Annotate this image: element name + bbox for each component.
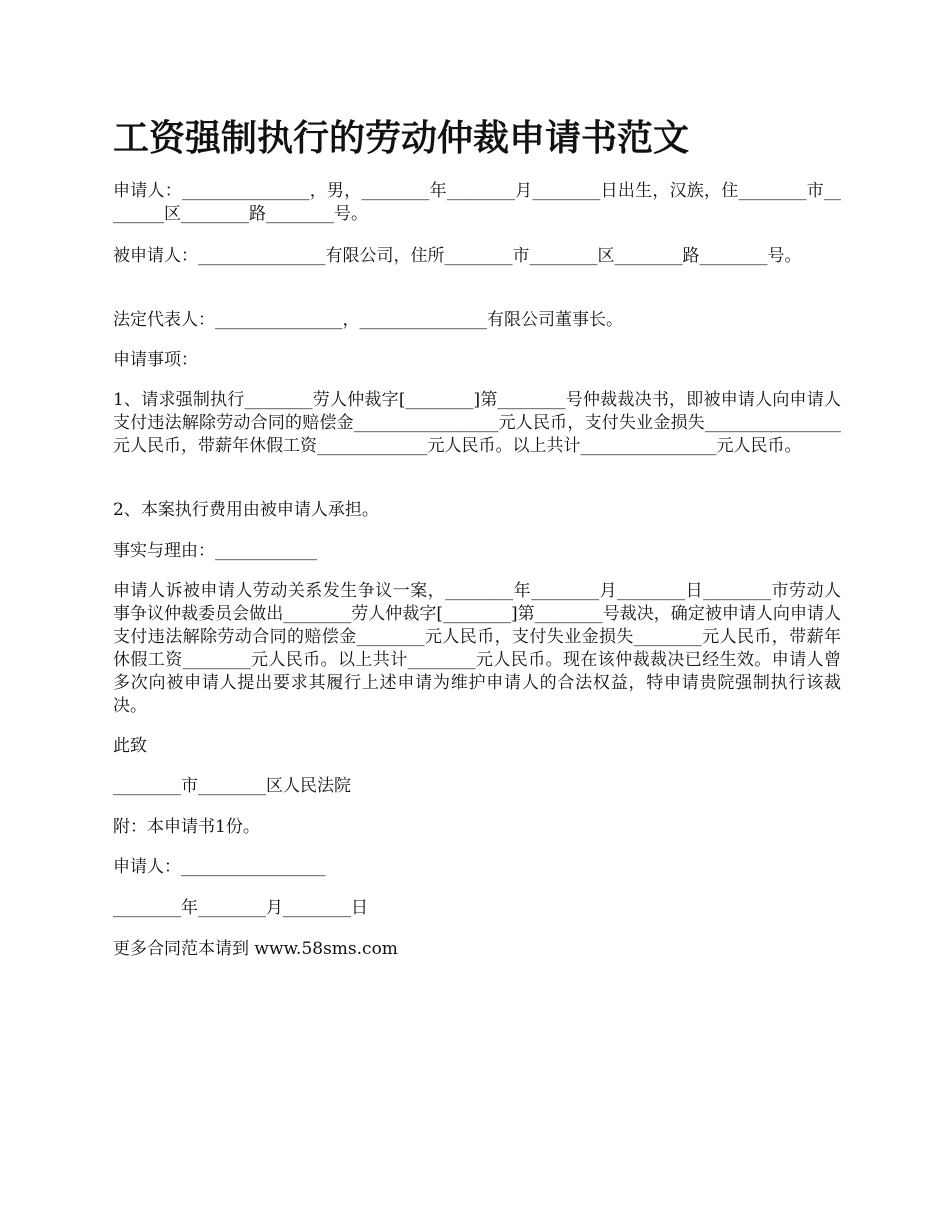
attachment-note: 附：本申请书1份。 <box>113 817 260 837</box>
facts-and-reasons-heading: 事实与理由：____________ <box>113 541 317 561</box>
application-item-2: 2、本案执行费用由被申请人承担。 <box>113 500 379 520</box>
applicant-paragraph: 申请人：_______________，男，________年________月________日出生，汉族，住________市________区________路________号。 <box>113 181 841 224</box>
more-templates-footer: 更多合同范本请到 www.58sms.com <box>113 939 398 959</box>
applicant-signature-line: 申请人：_________________ <box>113 857 326 877</box>
application-items-heading: 申请事项： <box>113 350 198 370</box>
signature-date-line: ________年________月________日 <box>113 898 368 918</box>
respondent-paragraph: 被申请人：_______________有限公司，住所________市________区________路________号。 <box>113 246 802 266</box>
document-title: 工资强制执行的劳动仲裁申请书范文 <box>113 117 690 159</box>
salutation: 此致 <box>113 736 147 756</box>
facts-and-reasons-body: 申请人诉被申请人劳动关系发生争议一案，________年________月________日________市劳动人事争议仲裁委员会做出________劳人仲裁字[________]第________号裁决，确定被申请人向申请人支付违法解除劳动合同的赔偿金________元人民币，支付失业金损失________元人民币，带薪年休假工资________元人民币。以上共计________元人民币。现在该仲裁裁决已经生效。申请人曾多次向被申请人提出要求其履行上述申请为维护申请人的合法权益，特申请贵院强制执行该裁决。 <box>113 581 841 716</box>
application-item-1: 1、请求强制执行________劳人仲裁字[________]第________号仲裁裁决书，即被申请人向申请人支付违法解除劳动合同的赔偿金_________________元人民币，支付失业金损失________________元人民币，带薪年休假工资_____________元人民币。以上共计________________元人民币。 <box>113 390 841 456</box>
court-addressee: ________市________区人民法院 <box>113 776 351 796</box>
legal-representative-paragraph: 法定代表人：_______________，_______________有限公司董事长。 <box>113 310 623 330</box>
